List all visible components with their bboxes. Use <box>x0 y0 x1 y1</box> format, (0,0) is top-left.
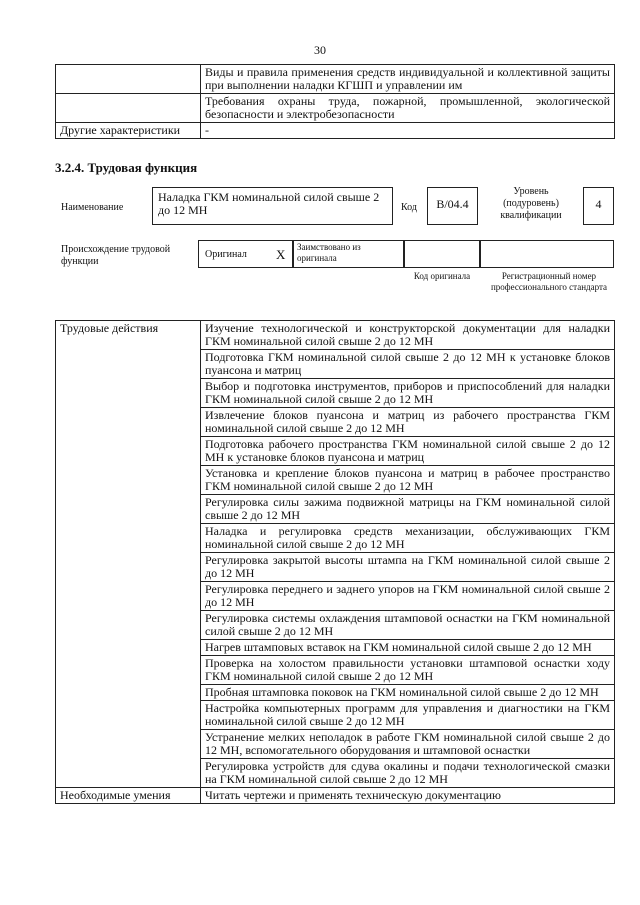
reg-number-box <box>480 240 614 268</box>
code-label: Код <box>401 202 417 213</box>
action-item: Регулировка переднего и заднего упоров на ГКМ номинальной силой свыше 2 до 12 МН <box>201 582 615 611</box>
action-item: Изучение технологической и конструкторской документации для наладки ГКМ номинальной силой свыше 2 до 12 МН <box>201 321 615 350</box>
skills-label: Необходимые умения <box>56 788 201 804</box>
table-cell-label: Другие характеристики <box>56 123 201 139</box>
action-item: Подготовка рабочего пространства ГКМ номинальной силой свыше 2 до 12 МН к установке блоков пуансона и матриц <box>201 437 615 466</box>
table-cell-value: - <box>201 123 615 139</box>
action-item: Подготовка ГКМ номинальной силой свыше 2 до 12 МН к установке блоков пуансона и матриц <box>201 350 615 379</box>
action-item: Регулировка системы охлаждения штамповой оснастки на ГКМ номинальной силой свыше 2 до 12 МН <box>201 611 615 640</box>
action-item: Наладка и регулировка средств механизации, обслуживающих ГКМ номинальной силой свыше 2 до 12 МН <box>201 524 615 553</box>
action-item: Настройка компьютерных программ для управления и диагностики на ГКМ номинальной силой свыше 2 до 12 МН <box>201 701 615 730</box>
page-number: 30 <box>314 43 326 57</box>
origin-label: Происхождение трудовой функции <box>61 244 171 267</box>
section-title: 3.2.4. Трудовая функция <box>55 160 198 175</box>
action-item: Регулировка силы зажима подвижной матрицы на ГКМ номинальной силой свыше 2 до 12 МН <box>201 495 615 524</box>
action-item: Установка и крепление блоков пуансона и матриц в рабочее пространство ГКМ номинальной силой свыше 2 до 12 МН <box>201 466 615 495</box>
table-row <box>56 94 615 123</box>
code-value-box: B/04.4 <box>427 187 478 225</box>
code-original-box <box>404 240 480 268</box>
name-label: Наименование <box>61 202 124 213</box>
table-cell-label <box>56 65 201 94</box>
action-item: Нагрев штамповых вставок на ГКМ номинальной силой свыше 2 до 12 МН <box>201 640 615 656</box>
table-row <box>56 321 615 350</box>
top-table <box>55 64 615 139</box>
action-item: Пробная штамповка поковок на ГКМ номинальной силой свыше 2 до 12 МН <box>201 685 615 701</box>
table-cell-value: Виды и правила применения средств индивидуальной и коллективной защиты при выполнении наладки КГШП и управлении им <box>201 65 615 94</box>
table-row <box>56 123 615 139</box>
table-cell-value: Требования охраны труда, пожарной, промышленной, экологической безопасности и электробезопасности <box>201 94 615 123</box>
table-row <box>56 65 615 94</box>
actions-label: Трудовые действия <box>56 321 201 788</box>
reg-number-caption: Регистрационный номер профессионального стандарта <box>490 271 608 292</box>
name-value-box: Наладка ГКМ номинальной силой свыше 2 до 12 МН <box>152 187 393 225</box>
action-item: Регулировка закрытой высоты штампа на ГКМ номинальной силой свыше 2 до 12 МН <box>201 553 615 582</box>
borrowed-label: Заимствовано из оригинала <box>297 242 361 263</box>
action-item: Проверка на холостом правильности установки штамповой оснастки ходу ГКМ номинальной силой свыше 2 до 12 МН <box>201 656 615 685</box>
action-item: Извлечение блоков пуансона и матриц из рабочего пространства ГКМ номинальной силой свыше 2 до 12 МН <box>201 408 615 437</box>
action-item: Регулировка устройств для сдува окалины и подачи технологической смазки на ГКМ номинальной силой свыше 2 до 12 МН <box>201 759 615 788</box>
table-row <box>56 788 615 804</box>
code-original-caption: Код оригинала <box>413 271 471 281</box>
level-label: Уровень (подуровень) квалификации <box>500 186 562 221</box>
skill-item: Читать чертежи и применять техническую документацию <box>201 788 615 804</box>
level-value-box: 4 <box>583 187 614 225</box>
main-table <box>55 320 615 804</box>
action-item: Устранение мелких неполадок в работе ГКМ номинальной силой свыше 2 до 12 МН, вспомогательного оборудования и штамповой оснастки <box>201 730 615 759</box>
original-mark: X <box>276 247 286 262</box>
original-label: Оригинал <box>205 249 247 260</box>
table-cell-label <box>56 94 201 123</box>
action-item: Выбор и подготовка инструментов, приборов и приспособлений для наладки ГКМ номинальной силой свыше 2 до 12 МН <box>201 379 615 408</box>
